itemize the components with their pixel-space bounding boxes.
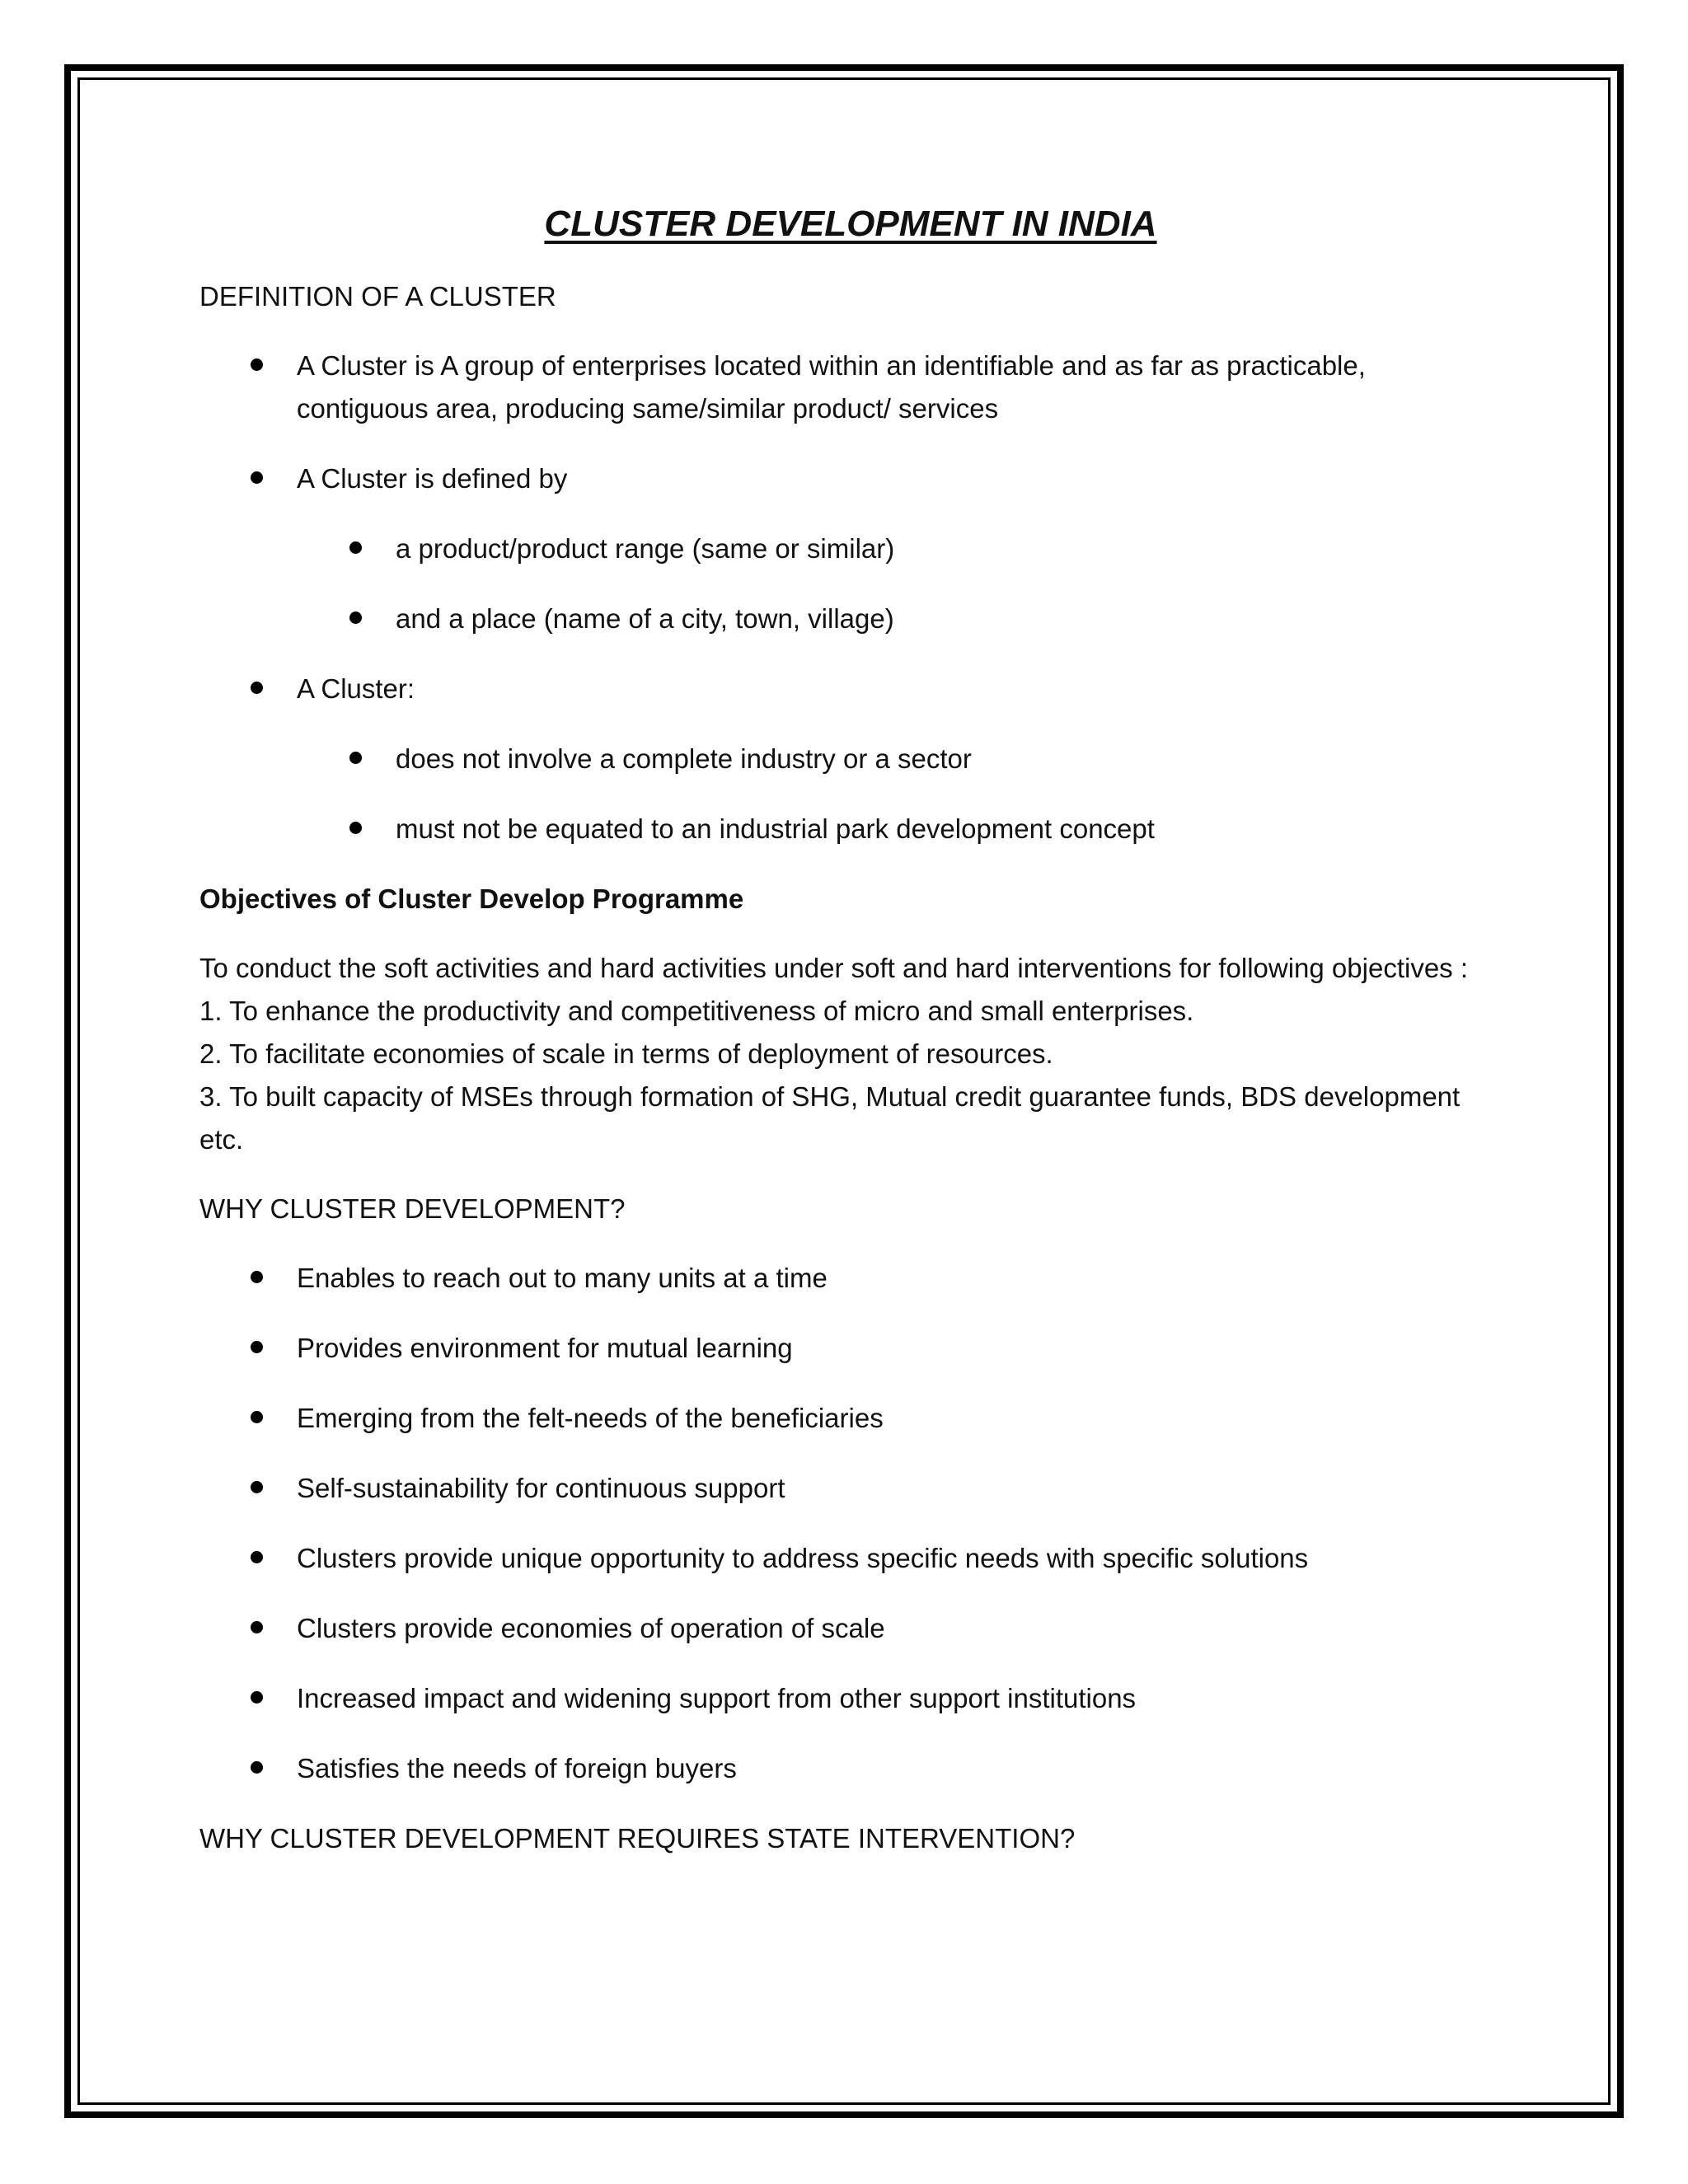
list-item-text: Emerging from the felt-needs of the beneficiaries bbox=[297, 1403, 884, 1433]
bullet-icon bbox=[251, 1551, 263, 1563]
list-item-text: A Cluster is defined by bbox=[297, 463, 568, 494]
objectives-paragraph bbox=[199, 947, 1502, 1161]
bullet-icon bbox=[349, 752, 362, 764]
list-item bbox=[199, 457, 1502, 640]
sub-list-item bbox=[297, 738, 1502, 780]
list-item-text: Clusters provide unique opportunity to address specific needs with specific solutions bbox=[297, 1543, 1309, 1573]
sub-list-item bbox=[297, 598, 1502, 640]
objective-item: 3. To built capacity of MSEs through formation of SHG, Mutual credit guarantee funds, BDS development etc. bbox=[199, 1081, 1461, 1155]
sub-list-item bbox=[297, 527, 1502, 570]
sub-list bbox=[297, 738, 1502, 851]
sub-list-item-text: must not be equated to an industrial park development concept bbox=[396, 813, 1155, 844]
list-item-text: Enables to reach out to many units at a time bbox=[297, 1263, 828, 1293]
list-item bbox=[199, 1397, 1502, 1440]
bullet-icon bbox=[251, 1761, 263, 1774]
sub-list bbox=[297, 527, 1502, 640]
definition-heading: DEFINITION OF A CLUSTER bbox=[199, 281, 556, 312]
document-title: CLUSTER DEVELOPMENT IN INDIA bbox=[544, 204, 1157, 244]
sub-list-item-text: does not involve a complete industry or a sector bbox=[396, 743, 972, 774]
list-item bbox=[199, 1327, 1502, 1370]
list-item bbox=[199, 1467, 1502, 1510]
list-item-text: A Cluster is A group of enterprises located within an identifiable and as far as practicable, contiguous area, producing same/similar product/ services bbox=[297, 350, 1366, 424]
bullet-icon bbox=[251, 1691, 263, 1704]
bullet-icon bbox=[251, 1481, 263, 1493]
sub-list-item-text: and a place (name of a city, town, village) bbox=[396, 603, 894, 634]
bullet-icon bbox=[251, 1271, 263, 1283]
bullet-icon bbox=[349, 612, 362, 624]
bullet-icon bbox=[251, 1621, 263, 1633]
state-intervention-heading: WHY CLUSTER DEVELOPMENT REQUIRES STATE INTERVENTION? bbox=[199, 1823, 1076, 1854]
list-item bbox=[199, 1607, 1502, 1650]
bullet-icon bbox=[251, 471, 263, 484]
objective-item: 1. To enhance the productivity and competitiveness of micro and small enterprises. bbox=[199, 996, 1194, 1026]
sub-list-item-text: a product/product range (same or similar) bbox=[396, 533, 895, 564]
list-item-text: Clusters provide economies of operation of scale bbox=[297, 1613, 885, 1643]
why-list bbox=[199, 1257, 1502, 1790]
bullet-icon bbox=[251, 1341, 263, 1353]
list-item-text: Provides environment for mutual learning bbox=[297, 1333, 793, 1363]
list-item-text: Self-sustainability for continuous support bbox=[297, 1473, 785, 1503]
list-item bbox=[199, 668, 1502, 851]
list-item-text: A Cluster: bbox=[297, 673, 415, 704]
list-item-text: Increased impact and widening support from other support institutions bbox=[297, 1683, 1137, 1713]
list-item bbox=[199, 344, 1502, 430]
why-heading: WHY CLUSTER DEVELOPMENT? bbox=[199, 1193, 626, 1224]
document-body bbox=[199, 198, 1502, 1886]
list-item bbox=[199, 1257, 1502, 1300]
definition-list bbox=[199, 344, 1502, 851]
list-item bbox=[199, 1677, 1502, 1720]
sub-list-item bbox=[297, 808, 1502, 851]
bullet-icon bbox=[349, 822, 362, 834]
list-item bbox=[199, 1537, 1502, 1580]
bullet-icon bbox=[251, 359, 263, 371]
list-item-text: Satisfies the needs of foreign buyers bbox=[297, 1753, 737, 1783]
bullet-icon bbox=[349, 541, 362, 554]
objectives-heading: Objectives of Cluster Develop Programme bbox=[199, 883, 744, 914]
bullet-icon bbox=[251, 1411, 263, 1423]
bullet-icon bbox=[251, 682, 263, 694]
objective-item: 2. To facilitate economies of scale in terms of deployment of resources. bbox=[199, 1038, 1053, 1069]
objectives-intro: To conduct the soft activities and hard activities under soft and hard interventions for following objectives : bbox=[199, 953, 1469, 983]
list-item bbox=[199, 1747, 1502, 1790]
